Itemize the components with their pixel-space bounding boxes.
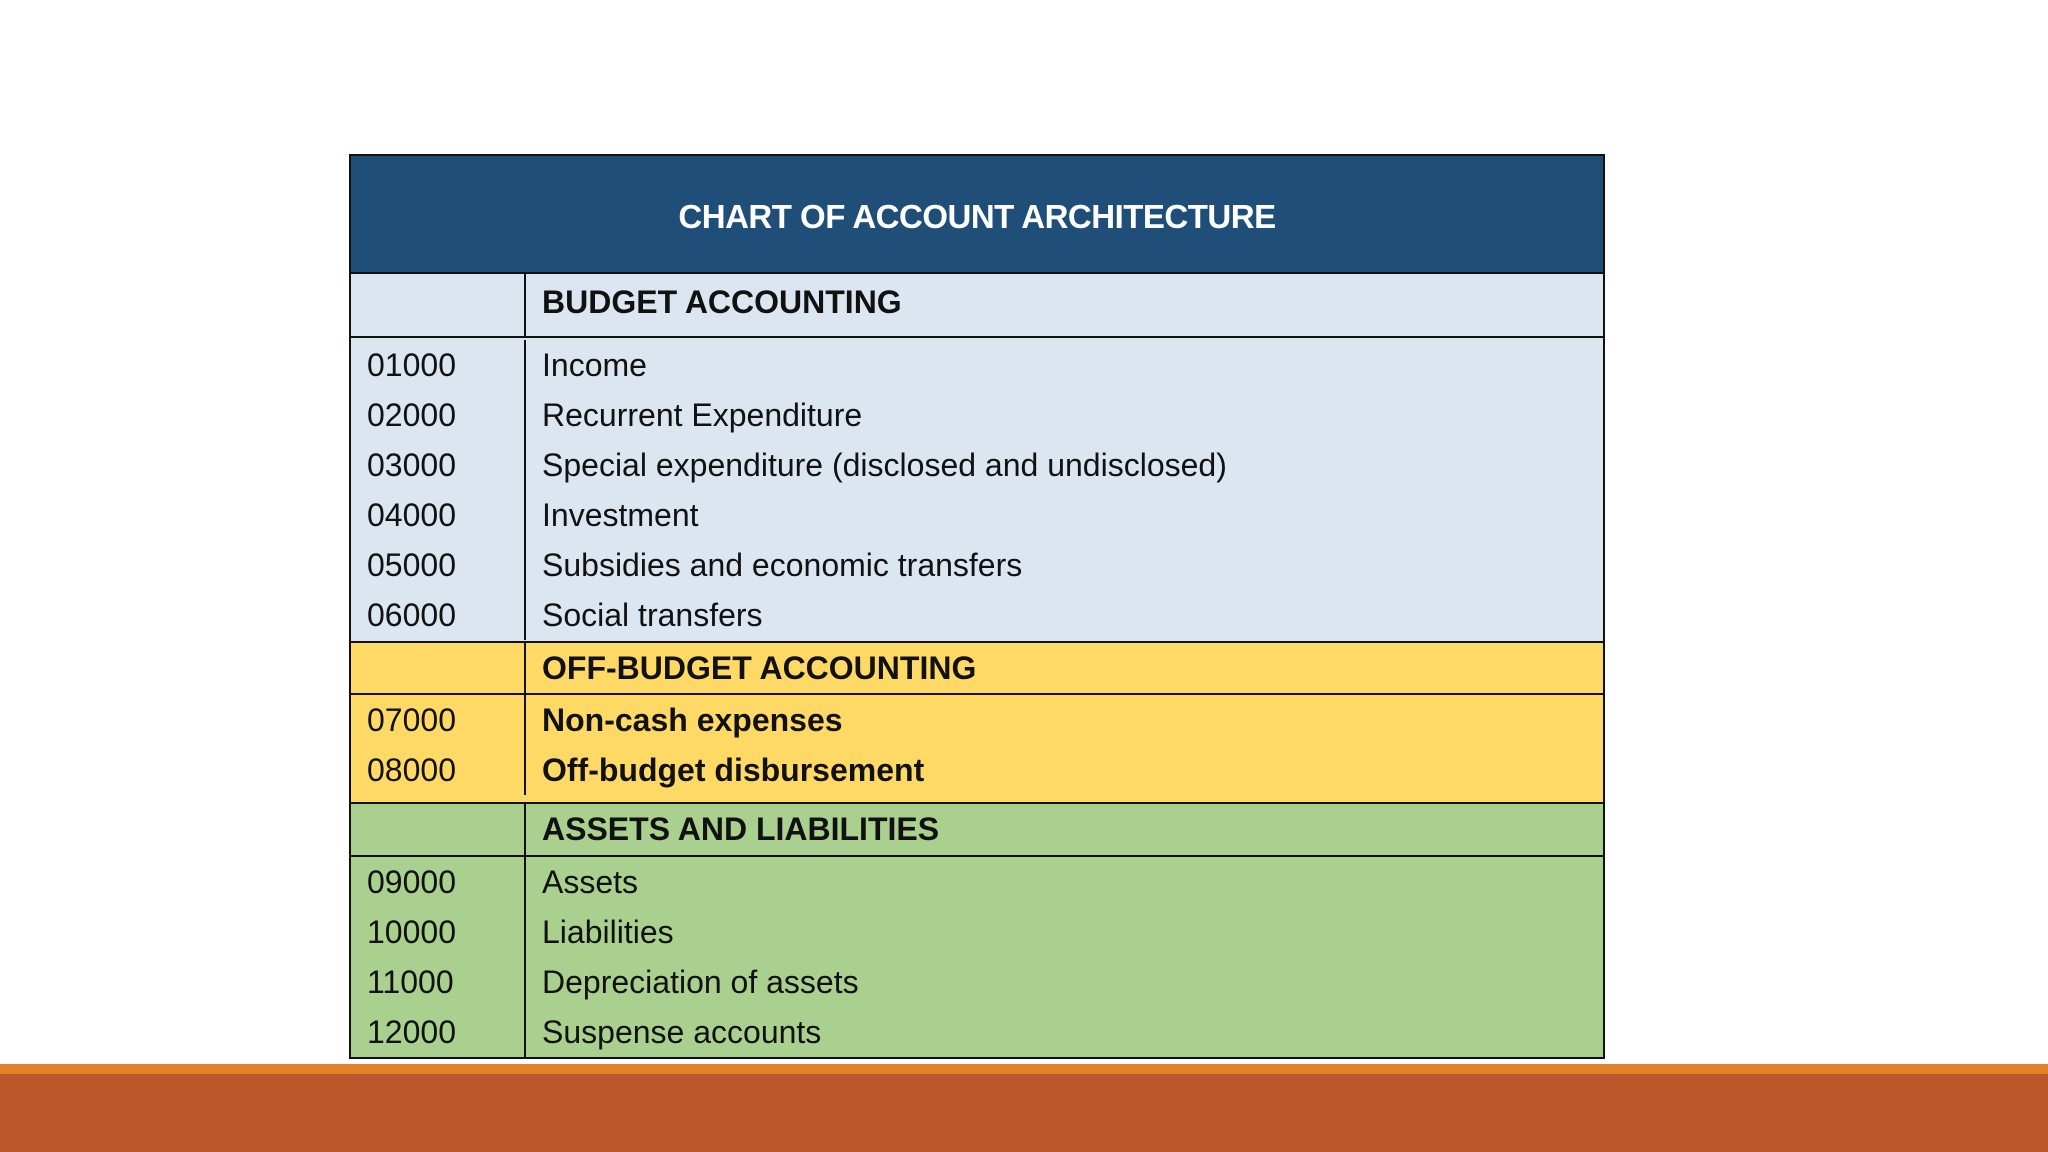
table-row xyxy=(351,440,1603,490)
account-label: Special expenditure (disclosed and undisclosed) xyxy=(542,446,1227,483)
account-label: Assets xyxy=(542,863,639,900)
table-row xyxy=(351,857,1603,907)
section-heading: OFF-BUDGET ACCOUNTING xyxy=(542,649,977,686)
section-heading: ASSETS AND LIABILITIES xyxy=(542,811,940,847)
table-row xyxy=(351,390,1603,440)
chart-of-accounts-table xyxy=(349,154,1605,1059)
code-cell xyxy=(351,804,526,855)
account-label: Non-cash expenses xyxy=(542,701,843,738)
account-code: 03000 xyxy=(351,440,526,490)
account-label: Suspense accounts xyxy=(542,1013,822,1050)
account-label: Depreciation of assets xyxy=(542,963,859,1000)
table-row xyxy=(351,695,1603,745)
account-code: 08000 xyxy=(351,745,526,795)
section-rows xyxy=(351,857,1603,1057)
section-rows xyxy=(351,695,1603,802)
account-label: Income xyxy=(542,346,647,383)
account-label: Subsidies and economic transfers xyxy=(542,546,1023,583)
account-code: 04000 xyxy=(351,490,526,540)
table-row xyxy=(351,745,1603,795)
code-cell xyxy=(351,274,526,336)
account-code: 12000 xyxy=(351,1007,526,1057)
table-title-row xyxy=(351,156,1603,274)
table-row xyxy=(351,907,1603,957)
section-heading: BUDGET ACCOUNTING xyxy=(542,283,902,320)
code-cell xyxy=(351,643,526,693)
account-label: Social transfers xyxy=(542,596,763,633)
account-label: Investment xyxy=(542,496,699,533)
section-rows xyxy=(351,338,1603,641)
account-code: 10000 xyxy=(351,907,526,957)
account-code: 09000 xyxy=(351,857,526,907)
account-label: Recurrent Expenditure xyxy=(542,396,863,433)
table-row xyxy=(351,490,1603,540)
footer-band xyxy=(0,1064,2048,1152)
table-row xyxy=(351,340,1603,390)
account-code: 11000 xyxy=(351,957,526,1007)
account-label: Off-budget disbursement xyxy=(542,751,925,788)
section-heading-row xyxy=(351,643,1603,695)
table-row xyxy=(351,540,1603,590)
table-row xyxy=(351,957,1603,1007)
section-heading-row xyxy=(351,804,1603,857)
footer-accent-stripe xyxy=(0,1064,2048,1074)
footer-bar xyxy=(0,1074,2048,1152)
table-row xyxy=(351,590,1603,640)
account-label: Liabilities xyxy=(542,913,674,950)
section-budget-accounting xyxy=(351,274,1603,643)
table-title: CHART OF ACCOUNT ARCHITECTURE xyxy=(678,198,1276,235)
account-code: 02000 xyxy=(351,390,526,440)
account-code: 05000 xyxy=(351,540,526,590)
account-code: 06000 xyxy=(351,590,526,640)
section-off-budget-accounting xyxy=(351,643,1603,804)
section-assets-and-liabilities xyxy=(351,804,1603,1057)
section-heading-row xyxy=(351,274,1603,338)
table-row xyxy=(351,1007,1603,1057)
account-code: 07000 xyxy=(351,695,526,745)
account-code: 01000 xyxy=(351,340,526,390)
